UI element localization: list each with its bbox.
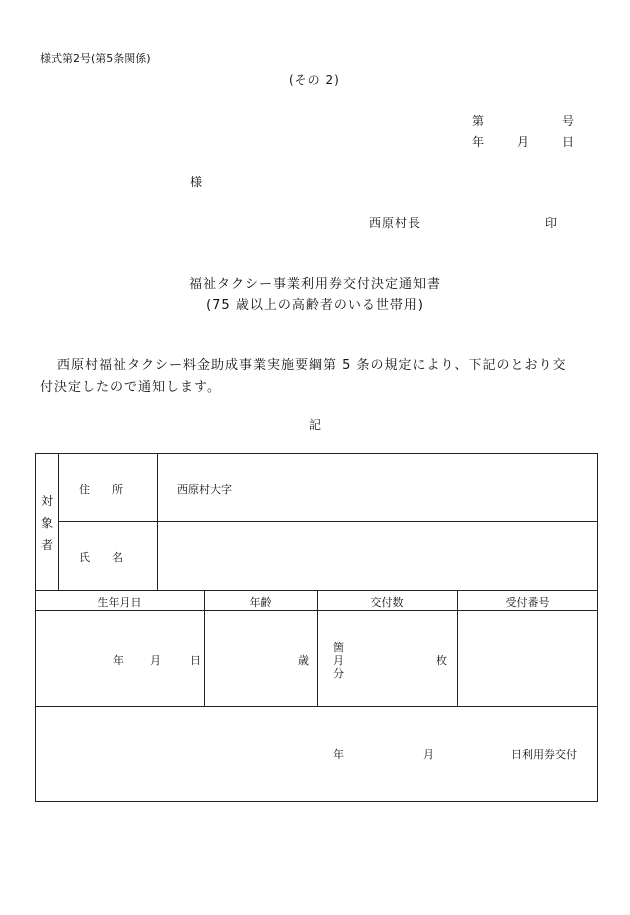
- subject-label-3: 者: [41, 538, 55, 552]
- col-divider-field-label: [157, 453, 158, 590]
- birthdate-day-unit: 日: [190, 654, 201, 667]
- birthdate-month-unit: 月: [150, 654, 161, 667]
- date-month: 月: [517, 135, 531, 149]
- address-label: 住 所: [79, 483, 123, 496]
- age-unit: 歳: [298, 654, 309, 667]
- doc-number-prefix: 第: [472, 114, 486, 128]
- months-label-1: 箇: [333, 641, 344, 654]
- months-label-2: 月: [333, 654, 344, 667]
- issue-year-unit: 年: [333, 748, 344, 761]
- header-age: 年齢: [249, 596, 272, 609]
- header-issue-count: 交付数: [370, 596, 404, 609]
- issuer-seal: 印: [545, 216, 559, 230]
- issue-day-suffix: 日利用券交付: [511, 748, 577, 761]
- ki-heading: 記: [309, 418, 323, 432]
- form-number: 様式第2号(第5条関係): [40, 52, 151, 65]
- row-divider-values-issue: [35, 706, 598, 707]
- subject-label-1: 対: [41, 494, 55, 508]
- header-receipt-number: 受付番号: [505, 596, 550, 609]
- row-divider-address-name: [58, 521, 598, 522]
- subject-label-2: 象: [41, 516, 55, 530]
- document-subtitle: (75 歳以上の高齢者のいる世帯用): [206, 298, 424, 313]
- document-title: 福祉タクシー事業利用券交付決定通知書: [188, 277, 441, 292]
- body-line-2: 付決定したので通知します。: [40, 380, 221, 395]
- sheets-unit: 枚: [436, 654, 447, 667]
- header-birthdate: 生年月日: [97, 596, 142, 609]
- issuer-name: 西原村長: [369, 216, 422, 230]
- body-line-1: 西原村福祉タクシー料金助成事業実施要綱第 5 条の規定により、下記のとおり交: [57, 358, 567, 373]
- date-year: 年: [472, 135, 486, 149]
- birthdate-year-unit: 年: [113, 654, 124, 667]
- address-value: 西原村大字: [177, 483, 232, 496]
- date-day: 日: [562, 135, 576, 149]
- issue-month-unit: 月: [423, 748, 434, 761]
- form-variant: (その 2): [289, 73, 340, 87]
- col-divider-subject-label: [58, 453, 59, 590]
- name-label: 氏 名: [79, 551, 123, 564]
- addressee-suffix: 様: [190, 175, 204, 189]
- months-label-3: 分: [333, 667, 344, 680]
- doc-number-suffix: 号: [562, 114, 576, 128]
